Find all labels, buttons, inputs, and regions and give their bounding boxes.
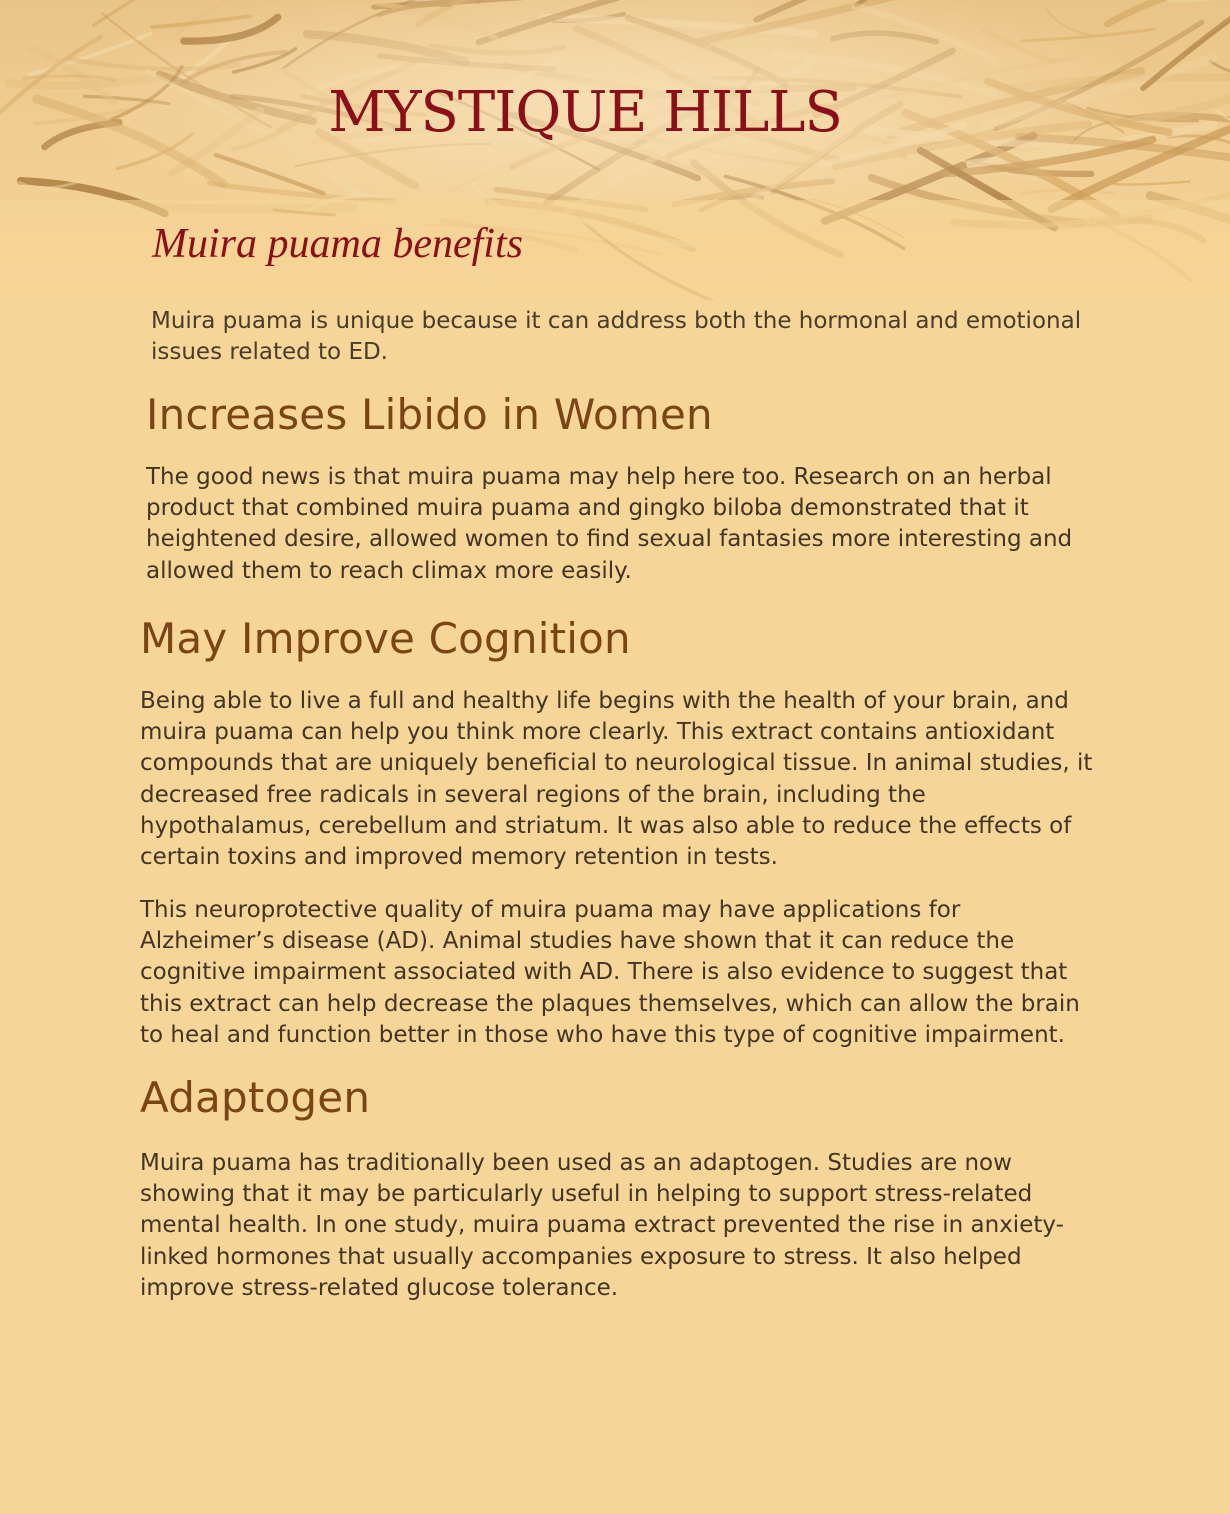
section-paragraph-cognition-2: This neuroprotective quality of muira puama may have applications for Alzheimer’s disease (AD). Animal studies have shown that it can reduce the cognitive impairment associated with AD. There is also evidence to suggest that this extract can help decrease the plaques themselves, which can allow the brain to heal and function better in those who have this type of cognitive impairment. [140,897,1080,1048]
section-paragraph-libido: The good news is that muira puama may help here too. Research on an herbal product that combined muira puama and gingko biloba demonstrated that it heightened desire, allowed women to find sexual fantasies more interesting and allowed them to reach climax more easily. [146,464,1073,584]
brand-title: MYSTIQUE HILLS [328,80,842,145]
section-paragraph-adaptogen: Muira puama has traditionally been used as an adaptogen. Studies are now showing that it may be particularly useful in helping to support stress-related mental health. In one study, muira puama extract prevented the rise in anxiety-linked hormones that usually accompanies exposure to stress. It also helped improve stress-related glucose tolerance. [140,1150,1064,1301]
intro-paragraph: Muira puama is unique because it can address both the hormonal and emotional issues related to ED. [151,308,1082,365]
section-paragraph-cognition-1: Being able to live a full and healthy life begins with the health of your brain, and muira puama can help you think more clearly. This extract contains antioxidant compounds that are uniquely beneficial to neurological tissue. In animal studies, it decreased free radicals in several regions of the brain, including the hypothalamus, cerebellum and striatum. It was also able to reduce the effects of certain toxins and improved memory retention in tests. [140,688,1093,871]
section-heading-cognition: May Improve Cognition [140,614,631,663]
section-heading-adaptogen: Adaptogen [140,1073,371,1122]
page-subtitle: Muira puama benefits [152,221,523,267]
section-heading-libido: Increases Libido in Women [146,390,713,439]
